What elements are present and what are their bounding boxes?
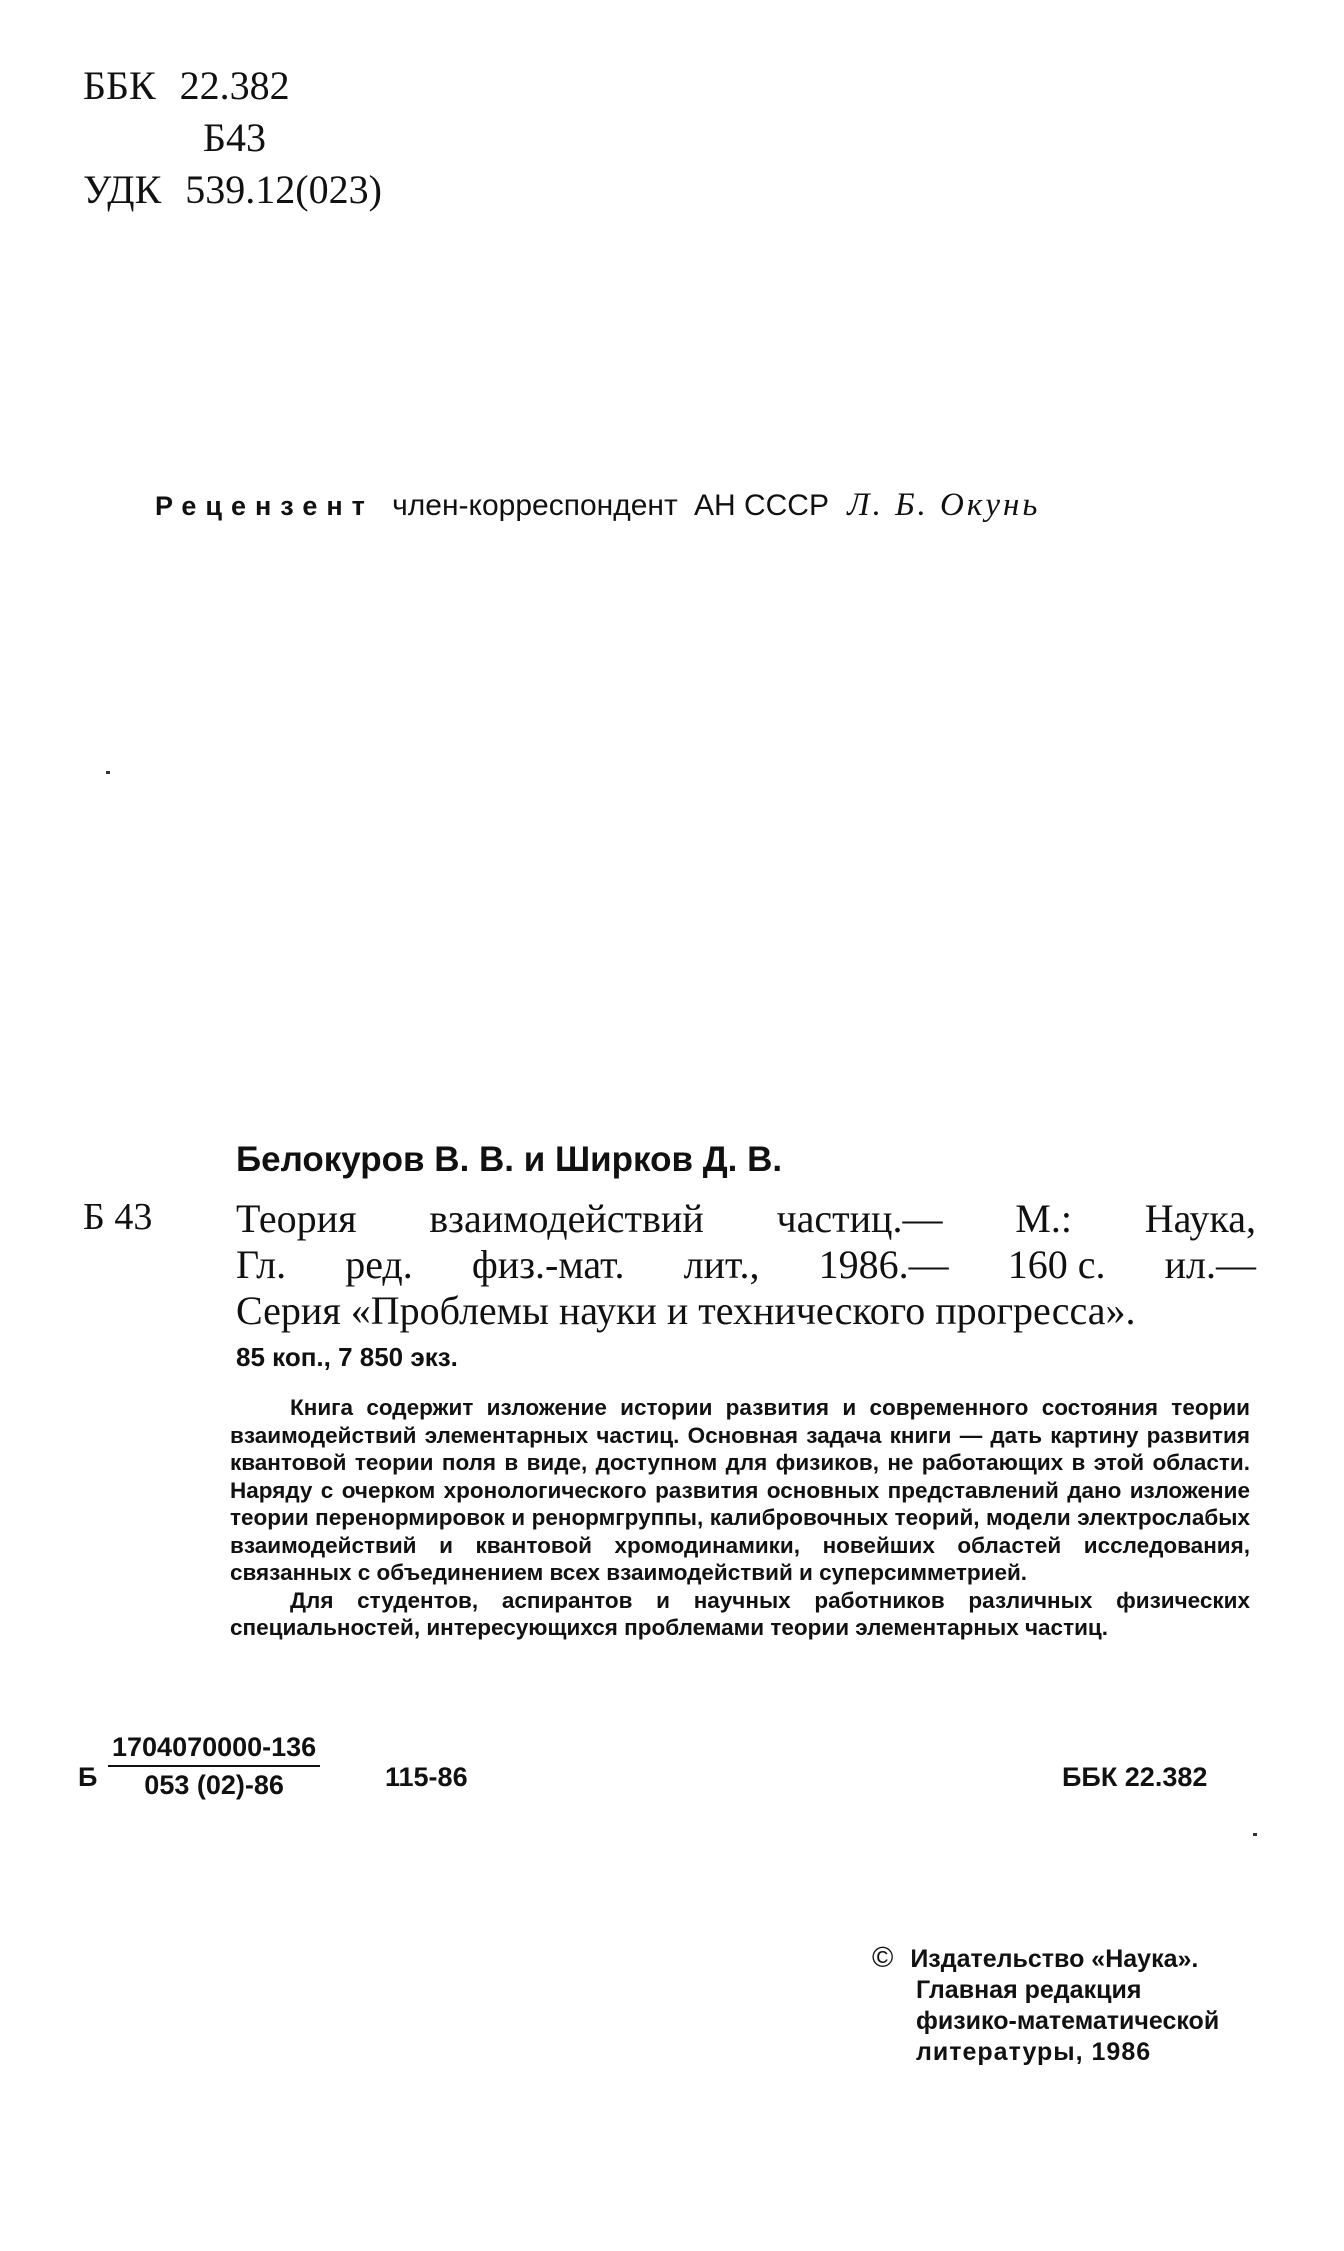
reviewer-name: Л. Б. Окунь <box>847 487 1041 523</box>
record-word: 1986.— <box>818 1242 949 1287</box>
record-word: лит., <box>683 1242 760 1287</box>
record-word: М.: <box>1015 1196 1072 1241</box>
reviewer-title: член-корреспондент <box>392 489 678 522</box>
record-word: Гл. <box>236 1242 287 1287</box>
classification-block <box>83 63 382 212</box>
copyright-line-4: литературы, 1986 <box>916 2038 1152 2066</box>
udk-line <box>83 167 382 212</box>
record-line-2 <box>236 1241 1256 1288</box>
speck-mark <box>1253 1833 1257 1836</box>
identifier-fraction <box>108 1732 320 1801</box>
speck-mark <box>106 771 110 774</box>
udk-code: 539.12(023) <box>185 167 382 212</box>
record-line-3 <box>236 1287 1256 1334</box>
identifier-denominator: 053 (02)-86 <box>144 1770 284 1800</box>
bbk-line <box>83 63 382 118</box>
bbk-code: 22.382 <box>179 63 290 108</box>
reviewer-academy: АН СССР <box>693 489 829 522</box>
authors-heading: Белокуров В. В. и Ширков Д. В. <box>236 1140 783 1179</box>
copyright-line-3: физико-математической <box>916 2007 1220 2035</box>
record-word: физ.-мат. <box>471 1242 625 1287</box>
record-word: частиц.— <box>776 1196 943 1241</box>
copyright-line-2: Главная редакция <box>916 1976 1142 2004</box>
copyright-line-1 <box>872 1943 1219 1975</box>
record-word: ил.— <box>1164 1242 1256 1287</box>
copyright-symbol: © <box>872 1942 894 1974</box>
udk-label: УДК <box>83 167 162 212</box>
bbk-label: ББК <box>83 63 156 108</box>
record-word: Наука, <box>1144 1196 1256 1241</box>
abstract-paragraph: Для студентов, аспирантов и научных работников различных физических специальностей, интересующихся проблемами теории элементарных частиц. <box>230 1587 1250 1640</box>
record-word: ред. <box>345 1242 413 1287</box>
record-word: взаимодействий <box>429 1196 704 1241</box>
record-word: Теория <box>236 1196 357 1241</box>
record-word: 160 с. <box>1007 1242 1106 1287</box>
record-line-1 <box>236 1195 1256 1242</box>
abstract <box>230 1394 1250 1642</box>
series-title: Серия «Проблемы науки и технического прогресса». <box>236 1288 1136 1333</box>
abstract-paragraph: Книга содержит изложение истории развития и современного состояния теории взаимодействий элементарных частиц. Основная задача книги — дать картину развития квантовой теории поля в виде, доступном для физиков, не работающих в этой области. Наряду с очерком хронологического развития основных представлений дано изложение теории перенормировок и ренормгруппы, калибровочных теорий, модели электрослабых взаимодействий и квантовой хромодинамики, новейших областей исследования, связанных с объединением всех взаимодействий и суперсимметрией. <box>230 1395 1250 1585</box>
identifier-numerator: 1704070000-136 <box>108 1732 320 1767</box>
reviewer-line <box>155 487 1040 524</box>
price-line: 85 коп., 7 850 экз. <box>236 1342 458 1372</box>
identifier-bbk: ББК 22.382 <box>1062 1762 1208 1792</box>
reviewer-label: Рецензент <box>155 491 374 521</box>
record-code: Б 43 <box>83 1196 153 1238</box>
identifier-number: 115-86 <box>385 1762 468 1792</box>
copyright-block <box>872 1943 1219 2068</box>
author-mark: Б43 <box>203 115 266 160</box>
identifier-letter: Б <box>78 1762 98 1792</box>
publisher-name: Издательство «Наука». <box>910 1945 1199 1973</box>
